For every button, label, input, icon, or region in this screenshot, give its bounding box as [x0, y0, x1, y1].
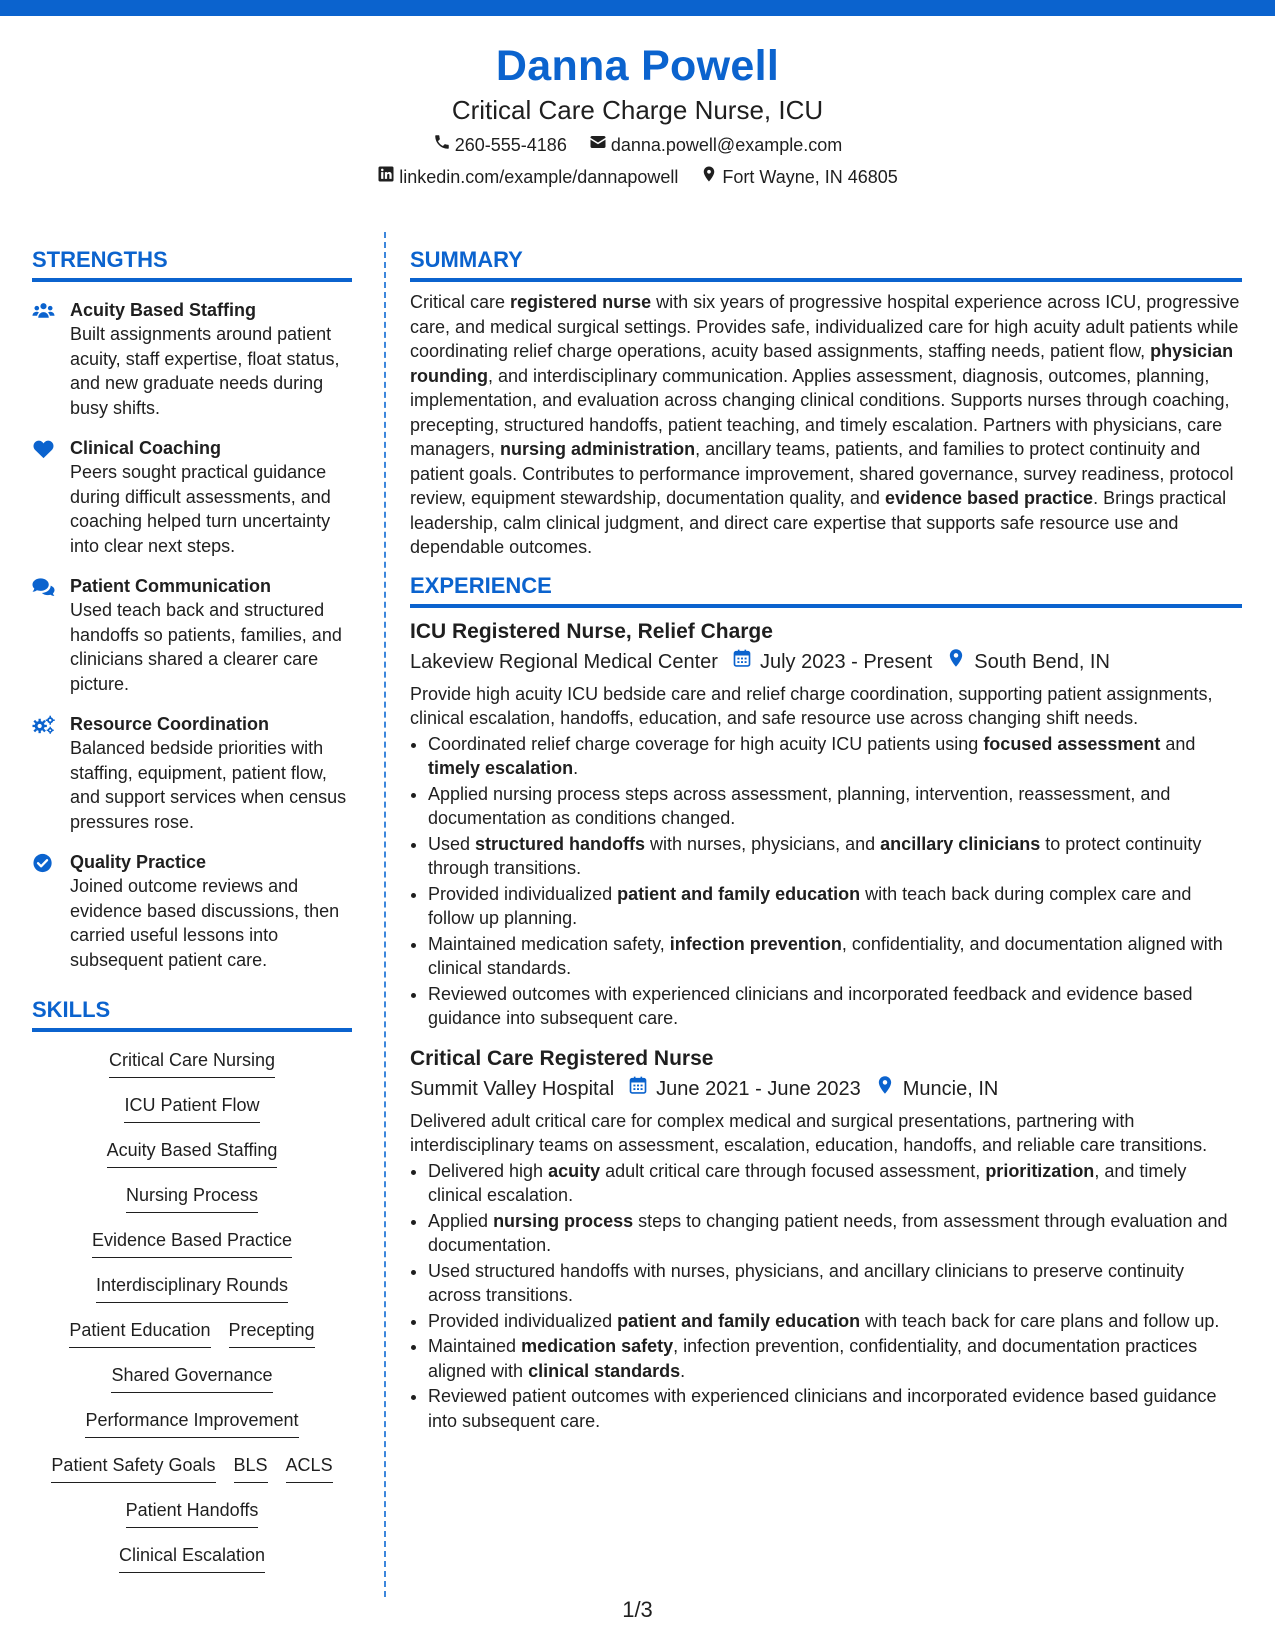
- bullet-item: [428, 732, 1242, 781]
- bullet-item: [428, 1334, 1242, 1383]
- phone-text: 260-555-4186: [454, 135, 567, 155]
- bold-text: patient and family education: [617, 883, 861, 904]
- text-run: , confidentiality, and documentation aligned with clinical standards.: [428, 933, 1223, 978]
- text-run: to protect continuity through transitions.: [428, 833, 1202, 878]
- job-description: Provide high acuity ICU bedside care and relief charge coordination, supporting patient assignments, clinical escalation, handoffs, education, and safe resource use across changing shift needs.: [410, 683, 1213, 728]
- job-bullets: [410, 732, 1242, 1031]
- job-meta: [410, 1075, 1242, 1103]
- skill-row: [32, 1042, 352, 1087]
- job-location: South Bend, IN: [974, 650, 1110, 673]
- resume-header: [0, 40, 1275, 190]
- skill-tag: Performance Improvement: [85, 1402, 298, 1438]
- bold-text: focused assessment: [983, 733, 1161, 754]
- bullet-item: [428, 1209, 1242, 1258]
- right-column: [410, 246, 1242, 1434]
- strength-title: Clinical Coaching: [70, 438, 222, 458]
- employer-name: Summit Valley Hospital: [410, 1077, 615, 1100]
- comments-icon: [32, 574, 70, 696]
- skill-tag: Precepting: [229, 1312, 315, 1348]
- skill-tag: Critical Care Nursing: [109, 1042, 275, 1078]
- page-number: 1/3: [622, 1597, 653, 1622]
- skill-tag: Interdisciplinary Rounds: [96, 1267, 288, 1303]
- skill-row: [32, 1357, 352, 1402]
- skill-tag: Patient Safety Goals: [51, 1447, 215, 1483]
- skill-tag: ACLS: [286, 1447, 333, 1483]
- linkedin-contact[interactable]: [377, 164, 678, 190]
- text-run: Reviewed patient outcomes with experienced clinicians and incorporated evidence based guidance into subsequent care.: [428, 1386, 1217, 1431]
- bullet-item: [428, 1309, 1242, 1334]
- text-run: and: [1160, 733, 1196, 754]
- skills-heading: SKILLS: [32, 996, 352, 1032]
- bold-text: acuity: [548, 1160, 601, 1181]
- gears-icon: [32, 712, 70, 834]
- skill-row: [32, 1537, 352, 1582]
- text-run: with six years of progressive hospital experience across ICU, progressive care, and medical surgical settings. Provides safe, individualized care for high acuity adult patients while coordinating relief charge operations, acuity based assignments, staffing needs, patient flow,: [410, 292, 1240, 361]
- email-contact[interactable]: [589, 132, 842, 158]
- text-run: , infection prevention, confidentiality, and documentation practices aligned with: [428, 1336, 1198, 1381]
- skill-tag: Clinical Escalation: [119, 1537, 265, 1573]
- strength-item: [32, 574, 352, 696]
- map-pin-icon: [946, 648, 974, 676]
- bold-text: infection prevention: [669, 933, 842, 954]
- job-dates: July 2023 - Present: [759, 650, 933, 673]
- text-run: Reviewed outcomes with experienced clinicians and incorporated feedback and evidence based guidance into subsequent care.: [428, 983, 1193, 1028]
- text-run: .: [573, 758, 579, 778]
- strength-desc: Used teach back and structured handoffs so patients, families, and clinicians shared a clearer care picture.: [70, 600, 342, 694]
- candidate-title: Critical Care Charge Nurse, ICU: [451, 95, 824, 125]
- location-contact: [700, 164, 897, 190]
- contact-row-1: [0, 132, 1275, 158]
- strengths-heading: STRENGTHS: [32, 246, 352, 282]
- email-text: danna.powell@example.com: [610, 135, 843, 155]
- skill-tag: Acuity Based Staffing: [107, 1132, 278, 1168]
- employer-name: Lakeview Regional Medical Center: [410, 650, 718, 673]
- strength-title: Quality Practice: [70, 852, 207, 872]
- strength-desc: Joined outcome reviews and evidence based discussions, then carried useful lessons into subsequent patient care.: [70, 876, 340, 970]
- map-pin-icon: [700, 164, 718, 190]
- summary-text: [410, 290, 1242, 560]
- bullet-item: [428, 982, 1242, 1031]
- bullet-item: [428, 1259, 1242, 1308]
- skills-list: [32, 1042, 352, 1582]
- candidate-name: Danna Powell: [495, 42, 780, 90]
- skill-tag: Patient Education: [69, 1312, 210, 1348]
- strength-item: [32, 298, 352, 420]
- linkedin-text: linkedin.com/example/dannapowell: [399, 167, 679, 187]
- bullet-item: [428, 1159, 1242, 1208]
- location-text: Fort Wayne, IN 46805: [722, 167, 898, 187]
- bold-text: nursing administration: [500, 439, 696, 459]
- job-title: ICU Registered Nurse, Relief Charge: [410, 619, 773, 643]
- text-run: Applied: [428, 1210, 494, 1231]
- text-run: with teach back for care plans and follow up.: [860, 1310, 1220, 1331]
- job-entry: [410, 618, 1242, 1031]
- text-run: Delivered high: [428, 1160, 549, 1181]
- job-entry: [410, 1045, 1242, 1434]
- job-bullets: [410, 1159, 1242, 1434]
- column-divider: [384, 232, 386, 1597]
- text-run: Coordinated relief charge coverage for high acuity ICU patients using: [428, 733, 984, 754]
- text-run: Applied nursing process steps across assessment, planning, intervention, reassessment, and documentation as conditions changed.: [428, 783, 1171, 828]
- linkedin-icon: [377, 164, 395, 190]
- strength-title: Acuity Based Staffing: [70, 300, 257, 320]
- strength-item: [32, 436, 352, 558]
- check-circle-icon: [32, 850, 70, 972]
- calendar-icon: [732, 648, 760, 676]
- text-run: . Brings practical leadership, calm clinical judgment, and direct care expertise that supports safe resource use and dependable outcomes.: [410, 488, 1227, 557]
- map-pin-icon: [875, 1075, 903, 1103]
- strength-desc: Peers sought practical guidance during difficult assessments, and coaching helped turn uncertainty into clear next steps.: [70, 462, 331, 556]
- strength-item: [32, 850, 352, 972]
- bold-text: patient and family education: [617, 1310, 861, 1331]
- text-run: , and timely clinical escalation.: [428, 1160, 1187, 1205]
- bullet-item: [428, 1384, 1242, 1433]
- bullet-item: [428, 832, 1242, 881]
- strength-desc: Balanced bedside priorities with staffing, equipment, patient flow, and support services when census pressures rose.: [70, 738, 347, 832]
- text-run: , and interdisciplinary communication. Applies assessment, diagnosis, outcomes, planning, implementation, and evaluation across changing clinical conditions. Supports nurses through coaching, precepting, structured handoffs, patient teaching, and timely escalation. Partners with physicians, care managers,: [410, 365, 1230, 459]
- skill-tag: Patient Handoffs: [126, 1492, 259, 1528]
- job-location: Muncie, IN: [902, 1077, 999, 1100]
- skill-row: [32, 1402, 352, 1447]
- email-icon: [589, 132, 607, 158]
- bold-text: ancillary clinicians: [880, 833, 1041, 854]
- text-run: Provided individualized: [428, 883, 618, 904]
- bold-text: physician rounding: [410, 341, 1234, 386]
- bullet-item: [428, 782, 1242, 831]
- contact-row-2: [0, 164, 1275, 190]
- skill-tag: BLS: [234, 1447, 268, 1483]
- skill-row: [32, 1132, 352, 1177]
- bold-text: structured handoffs: [475, 833, 646, 854]
- bold-text: prioritization: [985, 1160, 1095, 1181]
- strength-title: Patient Communication: [70, 576, 272, 596]
- text-run: adult critical care through focused assessment,: [600, 1160, 986, 1181]
- bold-text: timely escalation: [428, 758, 574, 778]
- bold-text: registered nurse: [510, 292, 652, 312]
- bold-text: clinical standards: [528, 1360, 681, 1381]
- skill-tag: ICU Patient Flow: [124, 1087, 259, 1123]
- top-accent-bar: [0, 0, 1275, 16]
- job-dates: June 2021 - June 2023: [656, 1077, 861, 1100]
- phone-contact[interactable]: [433, 132, 567, 158]
- heart-icon: [32, 436, 70, 558]
- experience-heading: EXPERIENCE: [410, 572, 1242, 608]
- text-run: .: [680, 1360, 686, 1381]
- bullet-item: [428, 932, 1242, 981]
- text-run: Used structured handoffs with nurses, physicians, and ancillary clinicians to preserve continuity across transitions.: [428, 1260, 1185, 1305]
- left-column: [32, 246, 352, 1582]
- strength-desc: Built assignments around patient acuity, staff expertise, float status, and new graduate needs during busy shifts.: [70, 324, 340, 418]
- strength-title: Resource Coordination: [70, 714, 270, 734]
- skill-tag: Evidence Based Practice: [92, 1222, 292, 1258]
- skill-row: [32, 1267, 352, 1312]
- skill-row: [32, 1177, 352, 1222]
- text-run: with nurses, physicians, and: [645, 833, 881, 854]
- text-run: Critical care: [410, 292, 511, 312]
- text-run: Used: [428, 833, 476, 854]
- skill-row: [32, 1087, 352, 1132]
- skill-tag: Nursing Process: [126, 1177, 258, 1213]
- skill-row: [32, 1492, 352, 1537]
- skill-tag: Shared Governance: [111, 1357, 272, 1393]
- job-title: Critical Care Registered Nurse: [410, 1046, 714, 1070]
- bold-text: nursing process: [493, 1210, 634, 1231]
- bold-text: evidence based practice: [884, 488, 1094, 508]
- phone-icon: [433, 132, 451, 158]
- text-run: , ancillary teams, patients, and families to protect continuity and patient goals. Contributes to performance improvement, shared governance, survey readiness, protocol review, equipment stewardship, documentation quality, and: [410, 439, 1234, 508]
- skill-row: [32, 1222, 352, 1267]
- calendar-icon: [628, 1075, 656, 1103]
- text-run: Provided individualized: [428, 1310, 618, 1331]
- text-run: Maintained: [428, 1336, 522, 1356]
- strength-item: [32, 712, 352, 834]
- job-description: Delivered adult critical care for complex medical and surgical presentations, partnering with interdisciplinary teams on assessment, escalation, education, handoffs, and reliable care transitions.: [410, 1110, 1208, 1155]
- text-run: Maintained medication safety,: [428, 933, 670, 954]
- users-icon: [32, 298, 70, 420]
- summary-heading: SUMMARY: [410, 246, 1242, 282]
- bullet-item: [428, 882, 1242, 931]
- text-run: steps to changing patient needs, from assessment through evaluation and documentation.: [428, 1210, 1228, 1255]
- job-meta: [410, 648, 1242, 676]
- bold-text: medication safety: [521, 1336, 674, 1356]
- skill-row: [32, 1447, 352, 1492]
- text-run: with teach back during complex care and follow up planning.: [428, 883, 1192, 928]
- skill-row: [32, 1312, 352, 1357]
